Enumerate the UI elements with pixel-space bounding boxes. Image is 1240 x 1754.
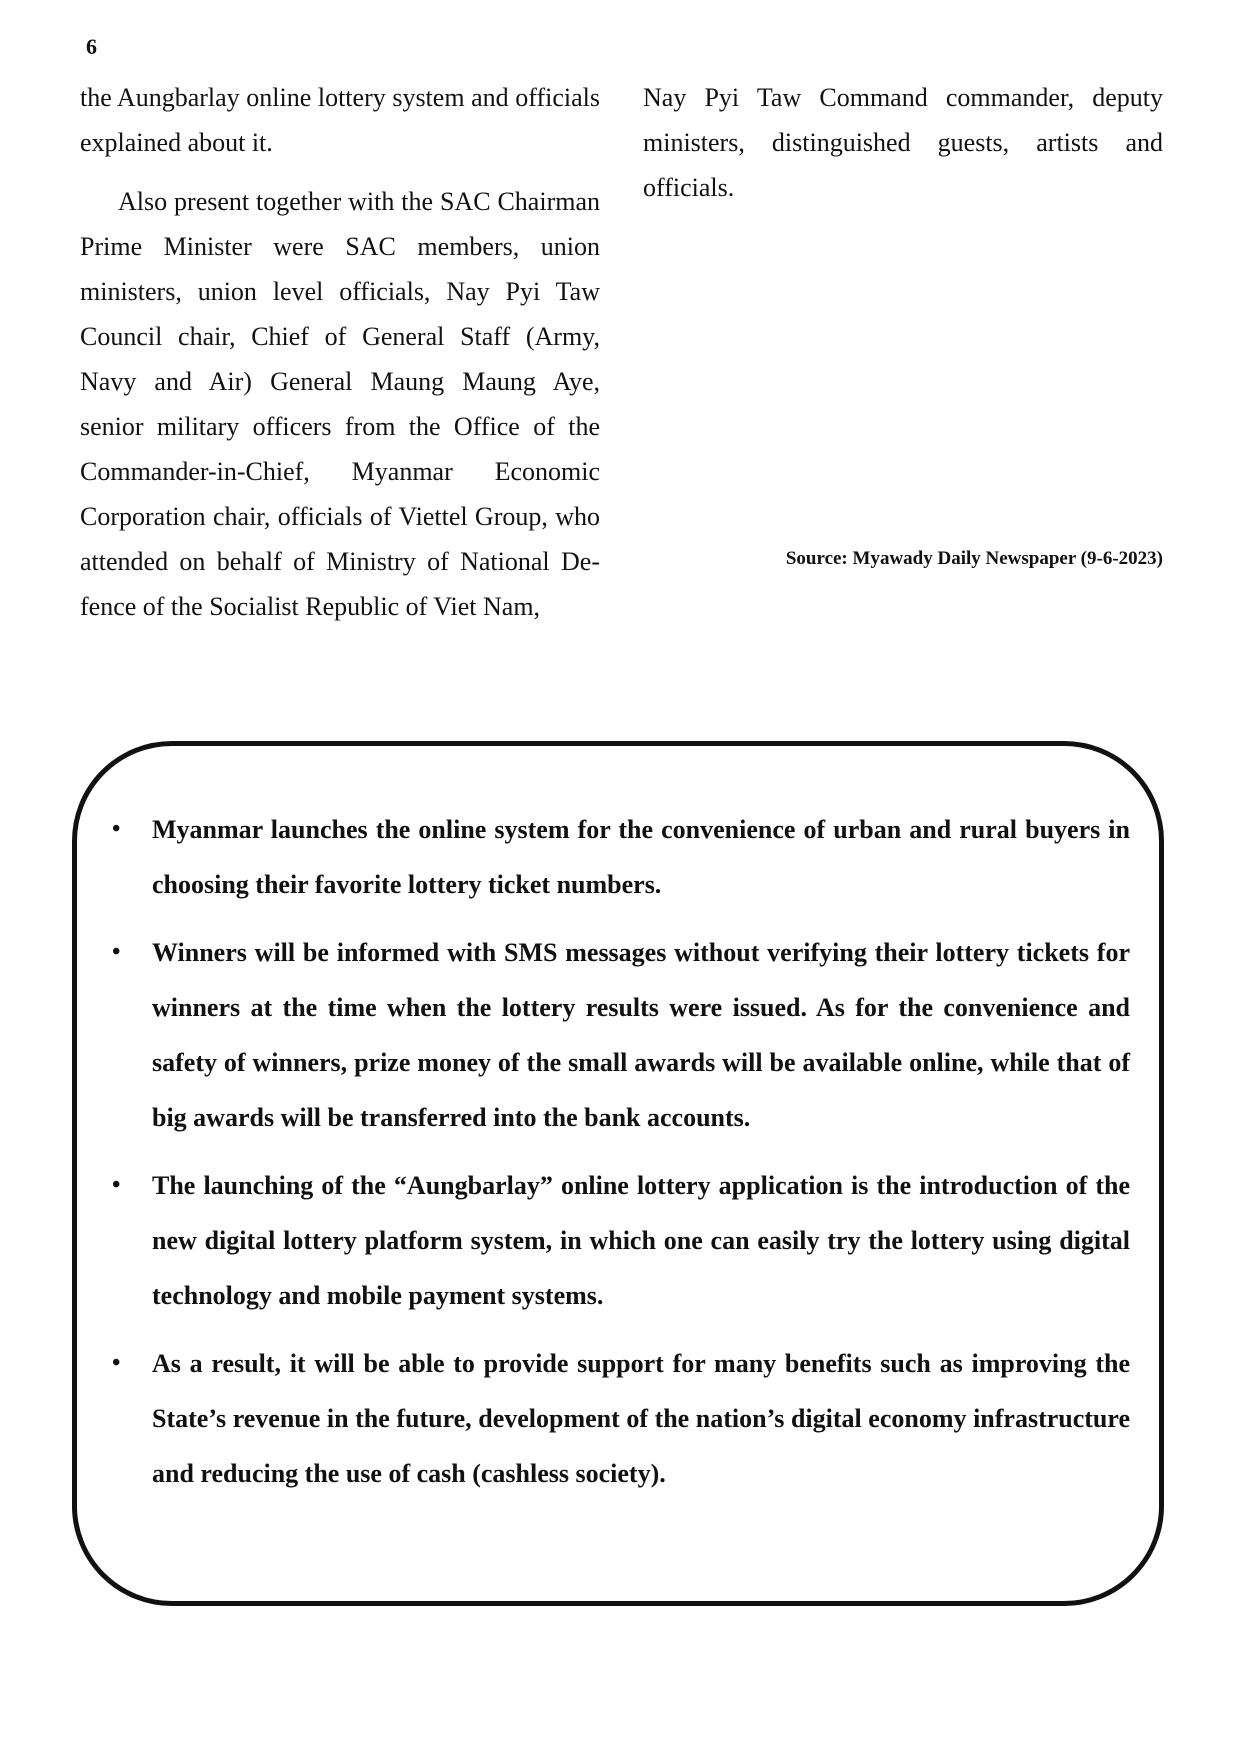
page-number: 6 — [86, 34, 97, 59]
summary-bullet: • As a result, it will be able to provide support for many benefits such as improving the State’s revenue in the future, development of the nation’s digital economy infrastructure and reducing the use of cash (cashless society). — [112, 1336, 1130, 1501]
right-paragraph-1: Nay Pyi Taw Command commander, deputy ministers, distinguished guests, artists and officials. — [643, 83, 1163, 202]
left-paragraph-2: Also present together with the SAC Chairman Prime Minister were SAC members, union ministers, union level officials, Nay Pyi Taw Council chair, Chief of General Staff (Army, Navy and Air) General Maung Maung Aye, senior military officers from the Office of the Commander-in-Chief, Myanmar Economic Corporation chair, officials of Viettel Group, who attended on behalf of Ministry of National Defence of the Socialist Republic of Viet Nam, — [80, 187, 600, 621]
source-citation: Source: Myawady Daily Newspaper (9-6-2023) — [785, 548, 1163, 569]
right-column — [643, 75, 1163, 210]
summary-bullet-list — [112, 802, 1130, 1514]
left-paragraph-1: the Aungbarlay online lottery system and officials explained about it. — [80, 83, 600, 157]
summary-bullet: • Winners will be informed with SMS messages without verifying their lottery tickets for winners at the time when the lottery results were issued. As for the convenience and safety of winners, prize money of the small awards will be available online, while that of big awards will be transferred into the bank accounts. — [112, 925, 1130, 1145]
summary-bullet: • The launching of the “Aungbarlay” online lottery application is the introduction of the new digital lottery platform system, in which one can easily try the lottery using digital technology and mobile payment systems. — [112, 1158, 1130, 1323]
summary-bullet: • Myanmar launches the online system for the convenience of urban and rural buyers in choosing their favorite lottery ticket numbers. — [112, 802, 1130, 912]
left-column — [80, 75, 600, 629]
